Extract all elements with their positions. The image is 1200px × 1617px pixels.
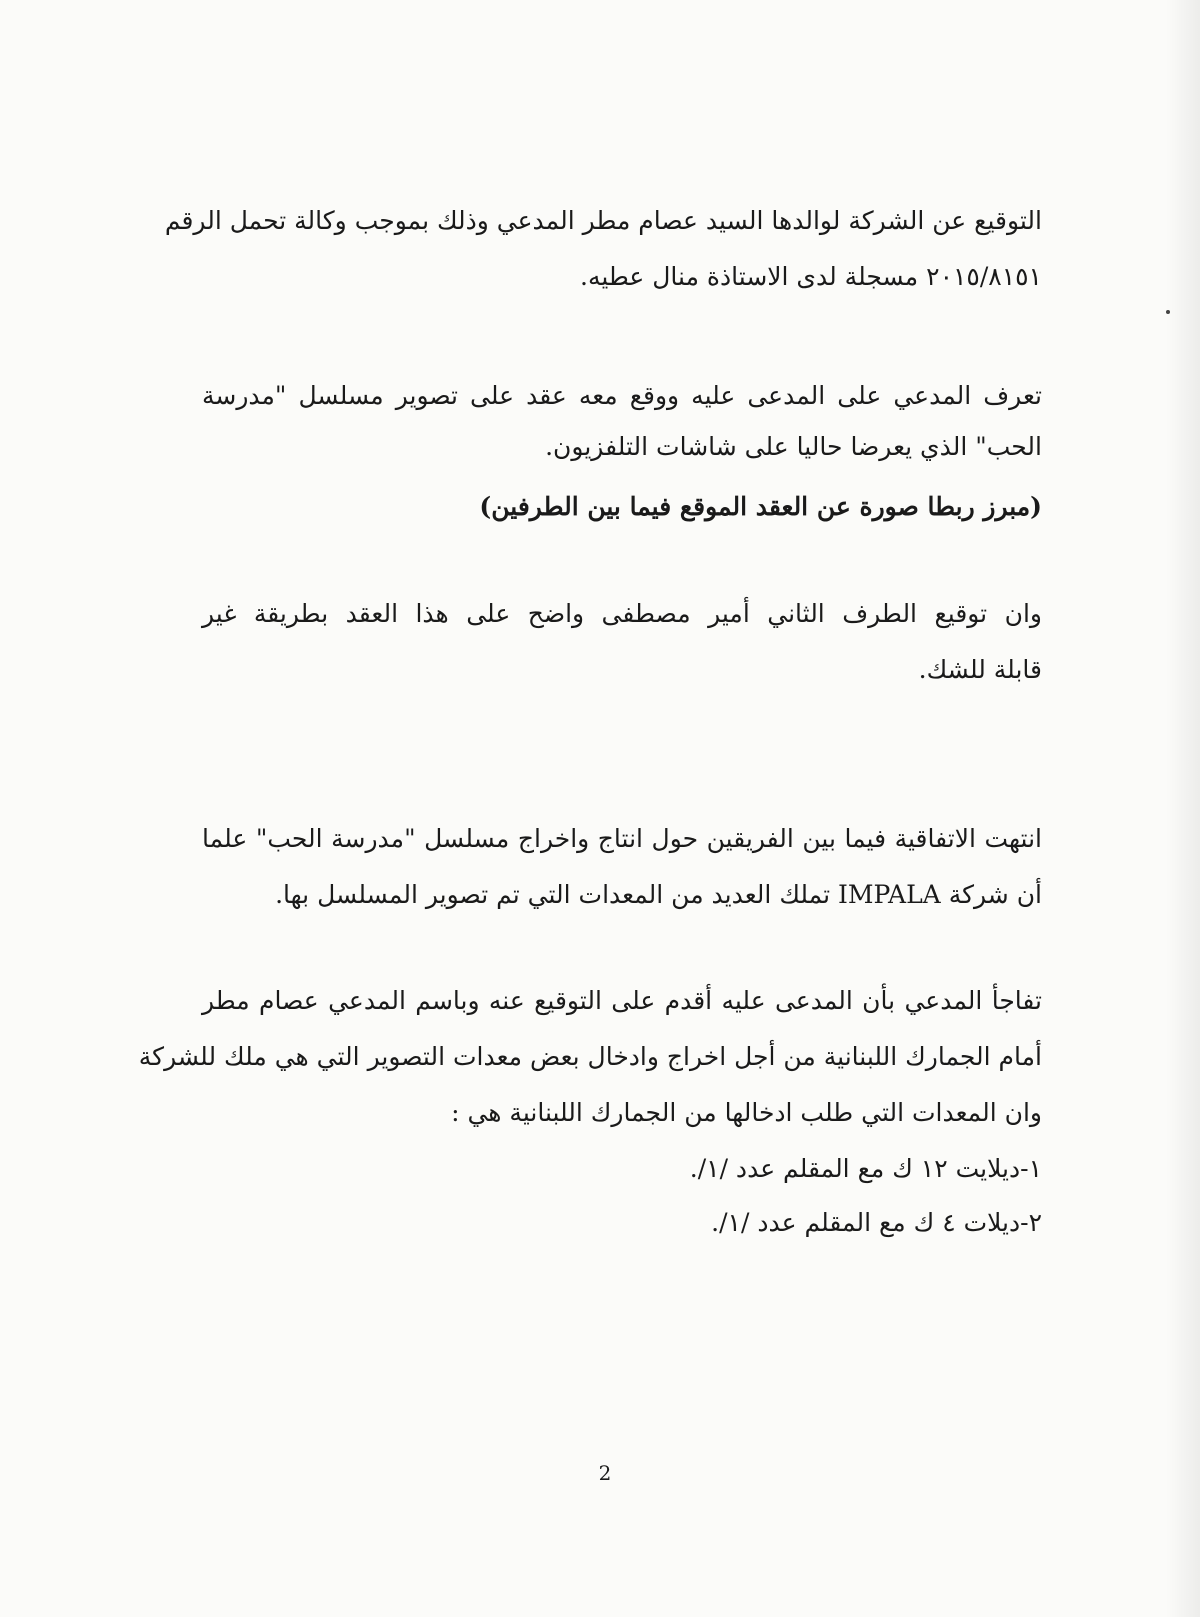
paragraph-5-line-3: وان المعدات التي طلب ادخالها من الجمارك اللبنانية هي : bbox=[451, 1098, 1042, 1127]
scan-speck bbox=[1166, 310, 1170, 314]
paragraph-4-line-2: أن شركة IMPALA تملك العديد من المعدات التي تم تصوير المسلسل بها. bbox=[275, 880, 1042, 909]
paragraph-5-line-2: أمام الجمارك اللبنانية من أجل اخراج وادخال بعض معدات التصوير التي هي ملك للشركة bbox=[138, 1042, 1042, 1071]
paragraph-1-line-1: التوقيع عن الشركة لوالدها السيد عصام مطر المدعي وذلك بموجب وكالة تحمل الرقم bbox=[164, 206, 1042, 235]
paragraph-4-line-1: انتهت الاتفاقية فيما بين الفريقين حول انتاج واخراج مسلسل "مدرسة الحب" علما bbox=[202, 824, 1042, 853]
paragraph-5-line-1: تفاجأ المدعي بأن المدعى عليه أقدم على التوقيع عنه وباسم المدعي عصام مطر bbox=[202, 986, 1042, 1015]
paragraph-2-line-2: الحب" الذي يعرضا حاليا على شاشات التلفزيون. bbox=[545, 432, 1042, 461]
equipment-list-item-1: ١-ديلايت ١٢ ك مع المقلم عدد /١/. bbox=[689, 1154, 1042, 1183]
page-edge-shadow bbox=[1166, 0, 1200, 1617]
page-number: 2 bbox=[598, 1461, 612, 1485]
equipment-list-item-2: ٢-ديلات ٤ ك مع المقلم عدد /١/. bbox=[711, 1208, 1042, 1237]
paragraph-3-line-2: قابلة للشك. bbox=[918, 655, 1042, 684]
paragraph-2-line-1: تعرف المدعي على المدعى عليه ووقع معه عقد على تصوير مسلسل "مدرسة bbox=[202, 381, 1042, 410]
exhibit-note: (مبرز ربطا صورة عن العقد الموقع فيما بين الطرفين) bbox=[479, 492, 1042, 521]
paragraph-3-line-1: وان توقيع الطرف الثاني أمير مصطفى واضح على هذا العقد بطريقة غير bbox=[202, 599, 1042, 628]
paragraph-1-line-2: ٢٠١٥/٨١٥١ مسجلة لدى الاستاذة منال عطيه. bbox=[580, 262, 1042, 291]
